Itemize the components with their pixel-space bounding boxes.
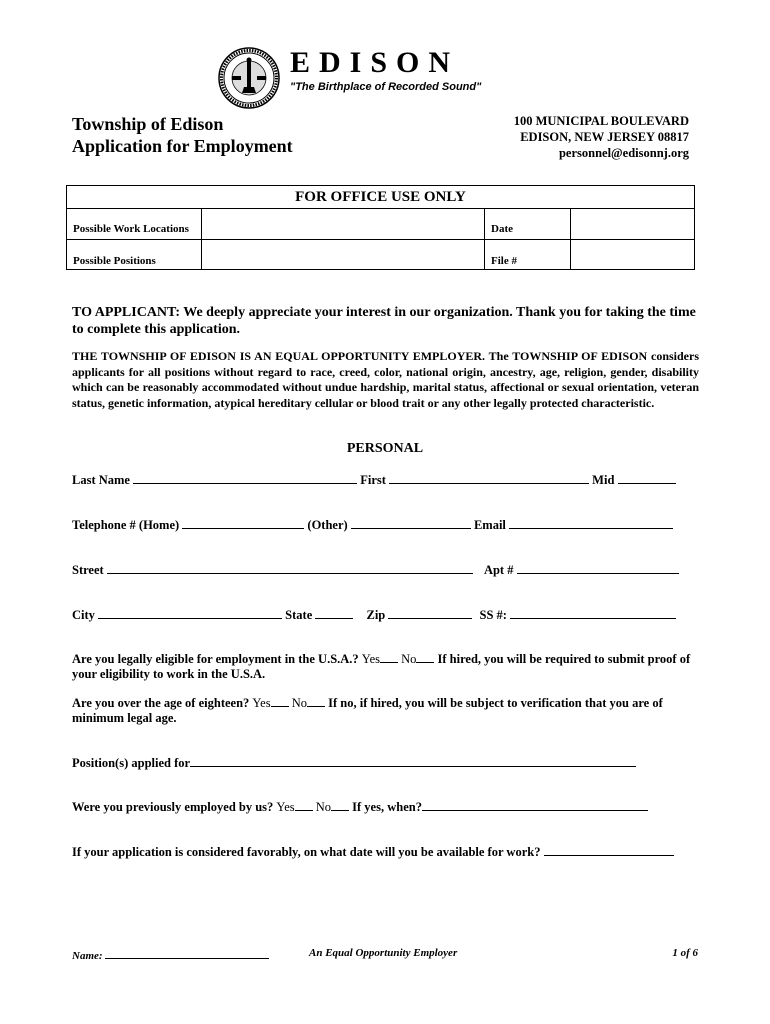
availability-question: If your application is considered favorably, on what date will you be available for work? [72,845,541,859]
apt-label: Apt # [483,563,514,577]
address-block [514,113,689,161]
previous-no-label: No [315,800,332,814]
first-name-label: First [360,473,386,487]
previous-yes-label: Yes [276,800,295,814]
personal-section-title: PERSONAL [346,441,424,456]
page-number: 1 of 6 [672,947,698,959]
email-field[interactable] [509,517,673,529]
eligibility-no-label: No [401,652,417,666]
possible-positions-label: Possible Positions [73,255,156,267]
eligibility-question-text: Are you legally eligible for employment in the U.S.A.? [72,652,359,666]
city-row [72,607,676,623]
page-title-township: Township of Edison [72,114,224,134]
positions-applied-field[interactable] [190,755,636,767]
positions-row [72,755,636,771]
previous-when-label: If yes, when? [352,800,422,814]
date-label: Date [491,223,513,235]
eligibility-yes-field[interactable] [380,651,398,663]
office-use-caption: FOR OFFICE USE ONLY [295,189,466,205]
table-divider [201,208,202,270]
age-question-text: Are you over the age of eighteen? [72,696,250,710]
previous-when-field[interactable] [422,799,648,811]
table-divider [67,208,694,209]
address-city: EDISON, NEW JERSEY 08817 [520,130,689,144]
logo-text: EDISON [290,46,460,79]
age-question [72,695,700,726]
name-row [72,472,676,488]
eeo-statement: THE TOWNSHIP OF EDISON IS AN EQUAL OPPORTUNITY EMPLOYER. The TOWNSHIP OF EDISON considers applicants for all positions without regard to race, creed, color, national origin, ancestry, age, religion, gender, disability which can be reasonably accommodated without undue hardship, marital status, affectional or sexual orientation, veteran status, genetic information, atypical hereditary cellular or blood trait or any other legally protected characteristic. [72,349,699,410]
positions-applied-label: Position(s) applied for [72,756,191,770]
state-field[interactable] [315,607,353,619]
state-label: State [285,608,313,622]
middle-name-label: Mid [592,473,615,487]
footer-name-field[interactable] [105,947,269,959]
table-divider [484,208,485,270]
table-divider [570,208,571,270]
office-use-table [66,185,695,270]
telephone-other-label: (Other) [307,518,348,532]
age-yes-label: Yes [252,696,271,710]
street-field[interactable] [107,562,473,574]
possible-work-locations-label: Possible Work Locations [73,223,189,235]
telephone-row [72,517,673,533]
footer-name-label: Name: [72,950,103,962]
table-divider [67,239,694,240]
footer-eeo-text: An Equal Opportunity Employer [309,947,458,959]
middle-name-field[interactable] [618,472,676,484]
applicant-note: TO APPLICANT: We deeply appreciate your interest in our organization. Thank you for taking the time to complete this application. [72,305,696,337]
previous-no-field[interactable] [331,799,349,811]
age-no-field[interactable] [307,695,325,707]
ss-field[interactable] [510,607,676,619]
eligibility-yes-label: Yes [361,652,380,666]
last-name-field[interactable] [133,472,357,484]
city-label: City [72,608,95,622]
previous-employment-row [72,799,648,815]
age-no-label: No [291,696,308,710]
zip-label: Zip [366,608,386,622]
eligibility-no-field[interactable] [416,651,434,663]
first-name-field[interactable] [389,472,589,484]
ss-label: SS #: [479,608,507,622]
contact-email[interactable]: personnel@edisonnj.org [558,146,689,160]
telephone-home-label: Telephone # (Home) [72,518,180,532]
street-row [72,562,679,578]
telephone-home-field[interactable] [182,517,304,529]
page-title-application: Application for Employment [72,136,293,156]
email-label: Email [473,518,506,532]
eligibility-question [72,651,700,682]
apt-field[interactable] [517,562,679,574]
previous-employment-question: Were you previously employed by us? [72,800,274,814]
city-field[interactable] [98,607,282,619]
previous-yes-field[interactable] [295,799,313,811]
age-yes-field[interactable] [271,695,289,707]
footer-name [72,947,269,962]
file-number-label: File # [491,255,517,267]
availability-date-field[interactable] [544,844,674,856]
last-name-label: Last Name [72,473,130,487]
tagline: "The Birthplace of Recorded Sound" [290,81,482,93]
telephone-other-field[interactable] [351,517,471,529]
availability-row [72,844,674,860]
street-label: Street [72,563,104,577]
age-note: If no, if hired, you will be subject to verification that you are of minimum legal age. [72,696,663,725]
township-seal-icon [218,47,280,109]
eligibility-note: If hired, you will be required to submit proof of your eligibility to work in the U.S.A. [72,652,691,681]
zip-field[interactable] [388,607,472,619]
address-street: 100 MUNICIPAL BOULEVARD [513,114,689,128]
